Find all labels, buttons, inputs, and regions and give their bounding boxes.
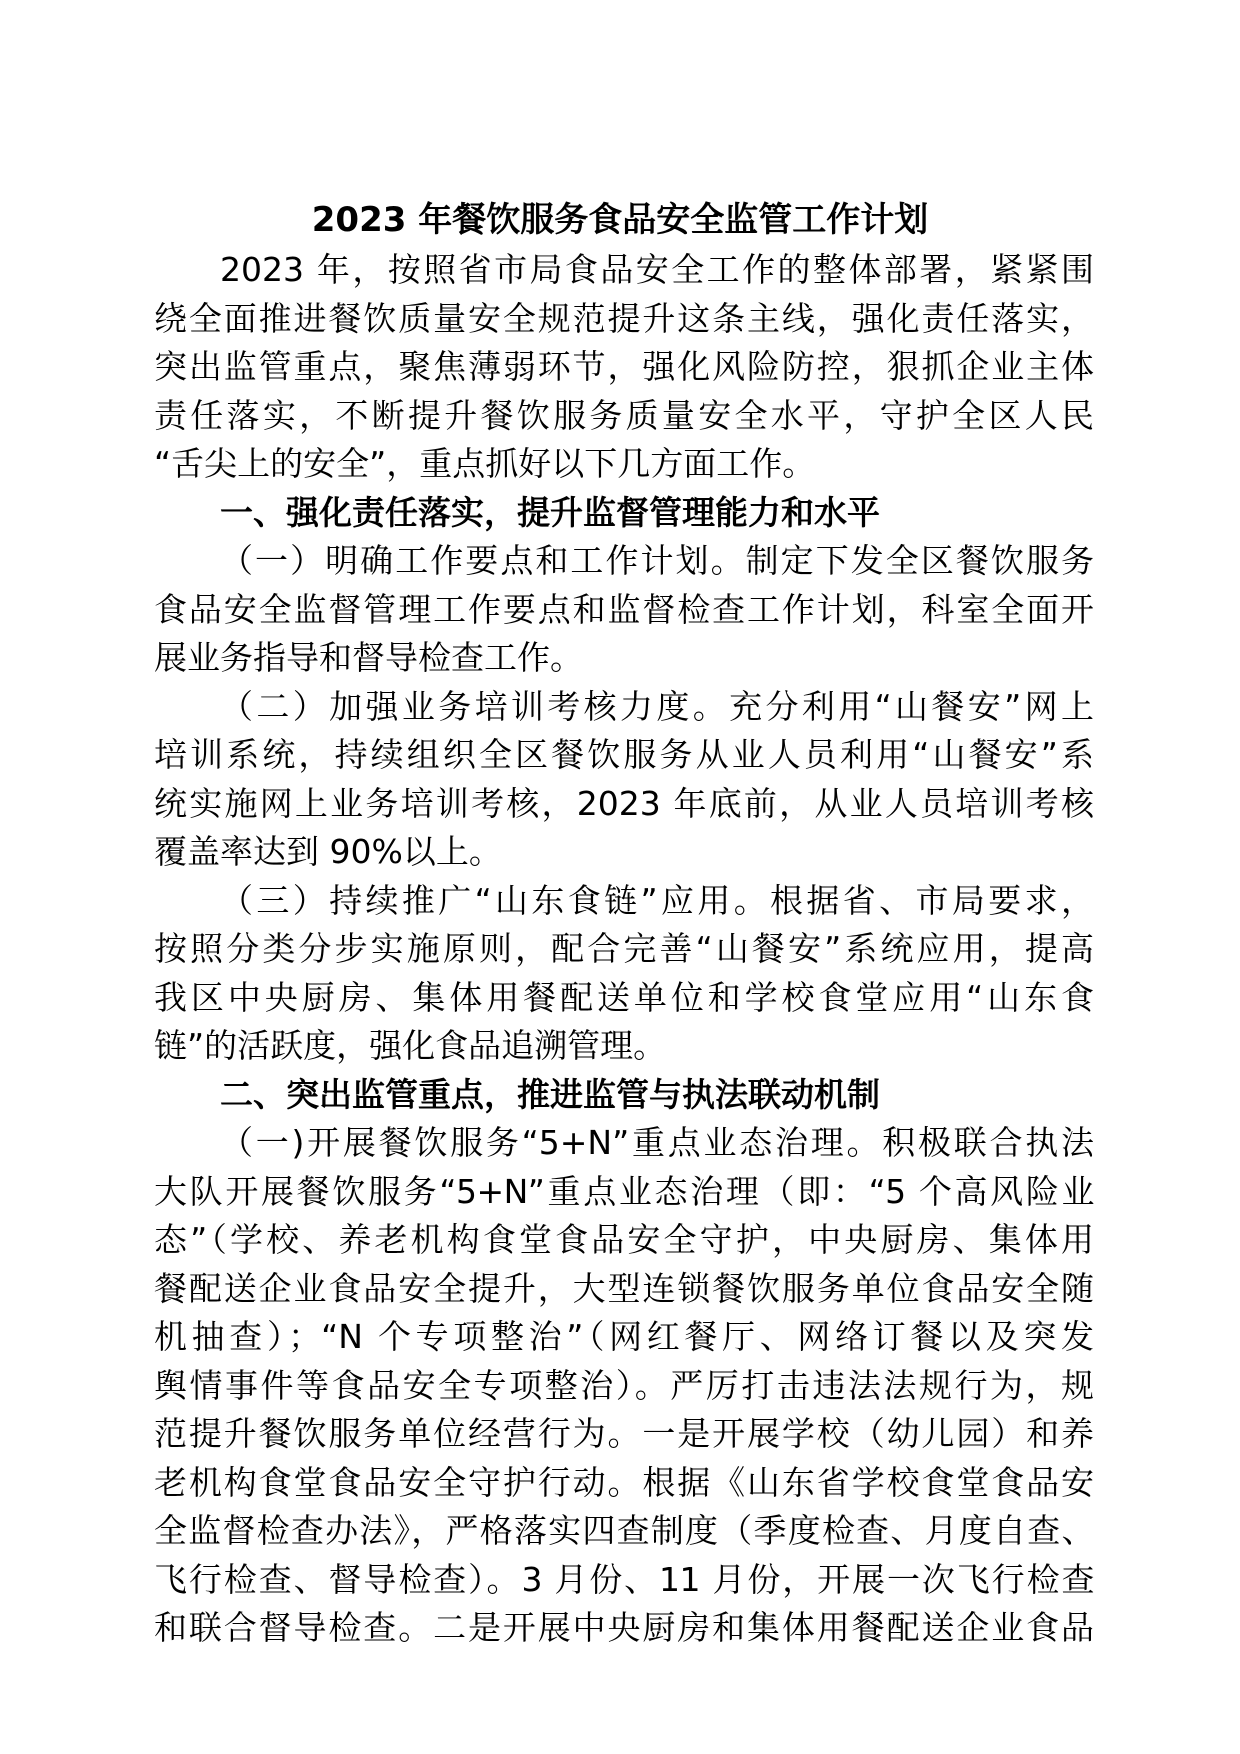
paragraph-line: 餐配送企业食品安全提升，大型连锁餐饮服务单位食品安全随 (154, 1268, 1094, 1308)
paragraph-line: 机抽查）；“N 个专项整治”（网红餐厅、网络订餐以及突发 (154, 1317, 1094, 1356)
paragraph-line: （三）持续推广“山东食链”应用。根据省、市局要求， (220, 880, 1094, 920)
paragraph-line: 统实施网上业务培训考核，2023 年底前，从业人员培训考核 (154, 783, 1094, 823)
paragraph-line: “舌尖上的安全”，重点抓好以下几方面工作。 (154, 444, 816, 483)
paragraph-line: 全监督检查办法》，严格落实四查制度（季度检查、月度自查、 (154, 1511, 1094, 1550)
document-title: 2023 年餐饮服务食品安全监管工作计划 (311, 200, 929, 240)
paragraph-line: 培训系统，持续组织全区餐饮服务从业人员利用“山餐安”系 (154, 735, 1094, 774)
paragraph-line: 老机构食堂食品安全守护行动。根据《山东省学校食堂食品安 (154, 1462, 1094, 1502)
paragraph-line: 责任落实，不断提升餐饮服务质量安全水平，守护全区人民 (154, 395, 1094, 435)
paragraph-line: 大队开展餐饮服务“5+N”重点业态治理（即：“5 个高风险业 (154, 1171, 1094, 1211)
paragraph-line: （一)开展餐饮服务“5+N”重点业态治理。积极联合执法 (220, 1123, 1094, 1162)
section-heading: 二、突出监管重点，推进监管与执法联动机制 (220, 1074, 880, 1114)
paragraph-line: 舆情事件等食品安全专项整治）。严厉打击违法法规行为，规 (154, 1365, 1094, 1405)
paragraph-line: 展业务指导和督导检查工作。 (154, 638, 583, 677)
paragraph-line: 态”（学校、养老机构食堂食品安全守护，中央厨房、集体用 (154, 1220, 1094, 1259)
paragraph-line: 绕全面推进餐饮质量安全规范提升这条主线，强化责任落实， (154, 298, 1094, 338)
document-body (154, 246, 1094, 1653)
paragraph-line: 按照分类分步实施原则，配合完善“山餐安”系统应用，提高 (154, 929, 1094, 968)
paragraph-line: （一）明确工作要点和工作计划。制定下发全区餐饮服务 (220, 541, 1094, 580)
paragraph-line: 我区中央厨房、集体用餐配送单位和学校食堂应用“山东食 (154, 977, 1094, 1017)
paragraph-line: 飞行检查、督导检查）。3 月份、11 月份，开展一次飞行检查 (154, 1559, 1094, 1599)
paragraph-line: 2023 年，按照省市局食品安全工作的整体部署，紧紧围 (220, 250, 1094, 289)
section-heading: 一、强化责任落实，提升监督管理能力和水平 (220, 492, 880, 532)
paragraph-line: 食品安全监督管理工作要点和监督检查工作计划，科室全面开 (154, 589, 1094, 629)
paragraph-line: 链”的活跃度，强化食品追溯管理。 (154, 1026, 667, 1065)
paragraph-line: 突出监管重点，聚焦薄弱环节，强化风险防控，狠抓企业主体 (154, 347, 1094, 386)
paragraph-line: 覆盖率达到 90%以上。 (154, 832, 502, 871)
paragraph-line: 和联合督导检查。二是开展中央厨房和集体用餐配送企业食品 (154, 1608, 1094, 1647)
paragraph-line: （二）加强业务培训考核力度。充分利用“山餐安”网上 (220, 686, 1094, 726)
paragraph-line: 范提升餐饮服务单位经营行为。一是开展学校（幼儿园）和养 (154, 1414, 1094, 1453)
